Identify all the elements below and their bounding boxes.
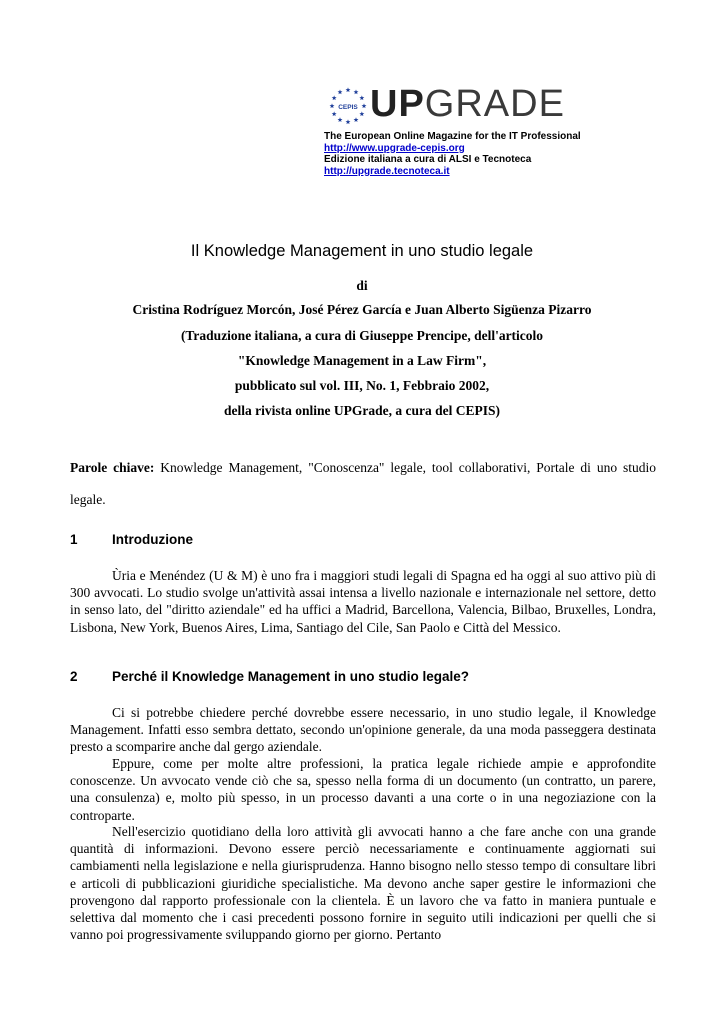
cepis-badge-text: CEPIS <box>338 104 358 111</box>
edition-note: Edizione italiana a cura di ALSI e Tecnoteca <box>324 154 532 165</box>
section-title: Perché il Knowledge Management in uno studio legale? <box>112 669 470 684</box>
translation-line-3: pubblicato sul vol. III, No. 1, Febbraio 2002, <box>234 378 490 393</box>
paragraph: Ùria e Menéndez (U & M) è uno fra i maggiori studi legali di Spagna ed ha oggi al suo attivo più di 300 avvocati. Lo studio svolge un'attività assai intensa a livello nazionale e internazionale nel settore, detto in senso lato, del "diritto aziendale" ed ha uffici a Madrid, Barcellona, Valencia, Bilbao, Bruxelles, Londra, Lisbona, New York, Buenos Aires, Lima, Santiago del Cile, San Paolo e Città del Messico. <box>70 568 656 635</box>
section-heading-1 <box>70 532 193 547</box>
star-icon <box>330 103 335 108</box>
magazine-tagline: The European Online Magazine for the IT Professional <box>324 131 581 142</box>
star-icon <box>346 87 351 92</box>
star-icon <box>362 103 367 108</box>
translation-line-2: "Knowledge Management in a Law Firm", <box>237 353 487 368</box>
european-stars-circle-icon <box>326 86 370 126</box>
translation-line-4: della rivista online UPGrade, a cura del CEPIS) <box>224 403 500 418</box>
article-by: di <box>356 278 368 293</box>
masthead <box>324 84 624 177</box>
upgrade-cepis-link[interactable]: http://www.upgrade-cepis.org <box>324 142 465 154</box>
logo-prefix: UP <box>370 83 425 125</box>
star-icon <box>338 90 343 95</box>
upgrade-logo <box>324 84 624 128</box>
section-number: 1 <box>70 532 78 547</box>
star-icon <box>354 117 359 122</box>
section-heading-2 <box>70 669 469 684</box>
article-authors: Cristina Rodríguez Morcón, José Pérez García e Juan Alberto Sigüenza Pizarro <box>132 302 592 317</box>
logo-suffix: GRADE <box>424 83 565 125</box>
paragraph: Nell'esercizio quotidiano della loro attività gli avvocati hanno a che fare anche con una grande quantità di informazioni. Devono essere perciò necessariamente e continuamente aggiornati sui cambiamenti nella legislazione e nella giurisprudenza. Hanno bisogno nello stesso tempo di consultare libri e articoli di pubblicazioni giuridiche specialistiche. Ma devono anche saper gestire le informazioni che provengono dal rapporto professionale con la clientela. È un lavoro che va fatto in maniera puntuale e selettiva dal momento che i casi precedenti possono fornire in seguito utili indicazioni per quelli che si vanno poi progressivamente sviluppando giorno per giorno. Pertanto <box>70 824 656 943</box>
section-number: 2 <box>70 669 78 684</box>
star-icon <box>354 90 359 95</box>
masthead-info <box>324 131 624 177</box>
keywords-label: Parole chiave: <box>70 460 155 475</box>
paragraph: Eppure, come per molte altre professioni, la pratica legale richiede ampie e approfondite conoscenze. Un avvocato vende ciò che sa, spesso nella forma di un documento (un contratto, un parere, una consulenza) e, molto più spesso, in un processo davanti a una corte o in una negoziazione con la controparte. <box>70 756 656 823</box>
section-title: Introduzione <box>112 532 193 547</box>
keywords <box>70 452 656 516</box>
star-icon <box>359 111 364 116</box>
star-icon <box>338 117 343 122</box>
tecnoteca-link[interactable]: http://upgrade.tecnoteca.it <box>324 165 450 177</box>
star-icon <box>346 119 351 124</box>
translation-line-1: (Traduzione italiana, a cura di Giuseppe Prencipe, dell'articolo <box>180 328 544 343</box>
star-icon <box>332 111 337 116</box>
star-icon <box>359 95 364 100</box>
paragraph: Ci si potrebbe chiedere perché dovrebbe essere necessario, in uno studio legale, il Knowledge Management. Infatti esso sembra dettato, secondo un'opinione generale, da una moda passeggera destinata presto a scomparire anche dal gergo aziendale. <box>70 705 656 755</box>
keywords-text: Knowledge Management, "Conoscenza" legale, tool collaborativi, Portale di uno studio legale. <box>70 460 656 507</box>
logo-wordmark <box>370 82 565 126</box>
article-title: Il Knowledge Management in uno studio legale <box>190 242 534 260</box>
star-icon <box>332 95 337 100</box>
